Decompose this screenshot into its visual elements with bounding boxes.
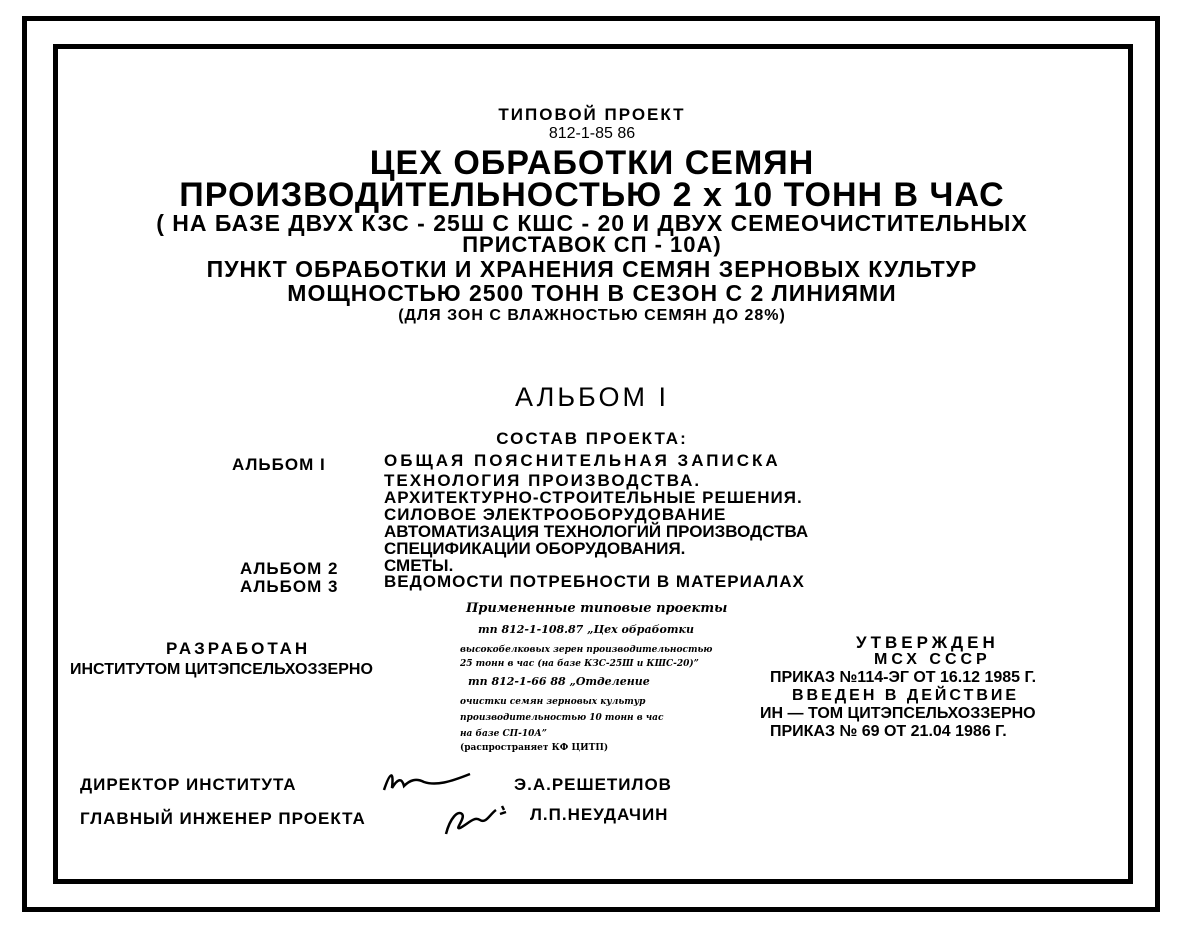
engineer-role: ГЛАВНЫЙ ИНЖЕНЕР ПРОЕКТА [80, 809, 366, 828]
album-2-ref: АЛЬБОМ 2 [240, 559, 339, 578]
title-line-6: МОЩНОСТЬЮ 2500 ТОНН В СЕЗОН С 2 ЛИНИЯМИ [287, 280, 897, 306]
approved-line: УТВЕРЖДЕН [856, 633, 999, 652]
album-3-ref: АЛЬБОМ 3 [240, 577, 339, 596]
title-line-7: (ДЛЯ ЗОН С ВЛАЖНОСТЬЮ СЕМЯН ДО 28%) [398, 307, 786, 324]
applied-line: высокобелковых зерен производительностью [460, 645, 713, 655]
engineer-signature-icon [440, 800, 516, 840]
applied-line: 25 тонн в час (на базе КЗС-25Ш и КШС-20)” [460, 659, 699, 669]
approved-line: ПРИКАЗ № 69 ОТ 21.04 1986 Г. [770, 723, 1007, 740]
approved-line: ВВЕДЕН В ДЕЙСТВИЕ [792, 687, 1020, 704]
approved-line: ИН — ТОМ ЦИТЭПСЕЛЬХОЗЗЕРНО [760, 705, 1036, 722]
developed-label: РАЗРАБОТАН [166, 639, 311, 658]
composition-item: СМЕТЫ. [384, 556, 454, 575]
title-line-2: ПРОИЗВОДИТЕЛЬНОСТЬЮ 2 х 10 ТОНН В ЧАС [179, 176, 1005, 214]
composition-item: АВТОМАТИЗАЦИЯ ТЕХНОЛОГИЙ ПРОИЗВОДСТВА [384, 522, 809, 541]
album-label: АЛЬБОМ I [515, 382, 669, 412]
director-signature-icon [380, 764, 480, 798]
applied-line: (распространяет КФ ЦИТП) [460, 743, 609, 753]
title-line-4: ПРИСТАВОК СП - 10А) [462, 232, 722, 257]
approved-line: МСХ СССР [874, 651, 991, 668]
composition-item: ОБЩАЯ ПОЯСНИТЕЛЬНАЯ ЗАПИСКА [384, 451, 781, 470]
developed-by: ИНСТИТУТОМ ЦИТЭПСЕЛЬХОЗЗЕРНО [70, 661, 373, 678]
title-line-3: ( НА БАЗЕ ДВУХ КЗС - 25Ш С КШС - 20 И ДВУХ СЕМЕОЧИСТИТЕЛЬНЫХ [156, 210, 1028, 236]
applied-line: тп 812-1-66 88 „Отделение [468, 675, 650, 688]
applied-line: на базе СП-10А” [460, 729, 547, 739]
project-number: 812-1-85 86 [548, 125, 636, 142]
project-kind: ТИПОВОЙ ПРОЕКТ [498, 105, 686, 124]
applied-line: тп 812-1-108.87 „Цех обработки [478, 623, 694, 636]
composition-title: СОСТАВ ПРОЕКТА: [496, 429, 688, 448]
approved-line: ПРИКАЗ №114-ЭГ ОТ 16.12 1985 Г. [770, 669, 1037, 686]
composition-item: ТЕХНОЛОГИЯ ПРОИЗВОДСТВА. [384, 471, 702, 490]
title-line-1: ЦЕХ ОБРАБОТКИ СЕМЯН [369, 144, 815, 182]
composition-item: АРХИТЕКТУРНО-СТРОИТЕЛЬНЫЕ РЕШЕНИЯ. [384, 488, 803, 507]
applied-line: Примененные типовые проекты [466, 601, 728, 616]
album-1-ref: АЛЬБОМ I [232, 455, 326, 474]
composition-item: СПЕЦИФИКАЦИИ ОБОРУДОВАНИЯ. [384, 539, 686, 558]
applied-line: очистки семян зерновых культур [460, 697, 646, 707]
title-line-5: ПУНКТ ОБРАБОТКИ И ХРАНЕНИЯ СЕМЯН ЗЕРНОВЫХ КУЛЬТУР [206, 256, 978, 282]
composition-item: СИЛОВОЕ ЭЛЕКТРООБОРУДОВАНИЕ [384, 505, 727, 524]
engineer-name: Л.П.НЕУДАЧИН [530, 805, 669, 824]
applied-line: производительностью 10 тонн в час [460, 713, 664, 723]
composition-item: ВЕДОМОСТИ ПОТРЕБНОСТИ В МАТЕРИАЛАХ [384, 572, 805, 591]
director-name: Э.А.РЕШЕТИЛОВ [514, 775, 672, 794]
director-role: ДИРЕКТОР ИНСТИТУТА [80, 775, 297, 794]
